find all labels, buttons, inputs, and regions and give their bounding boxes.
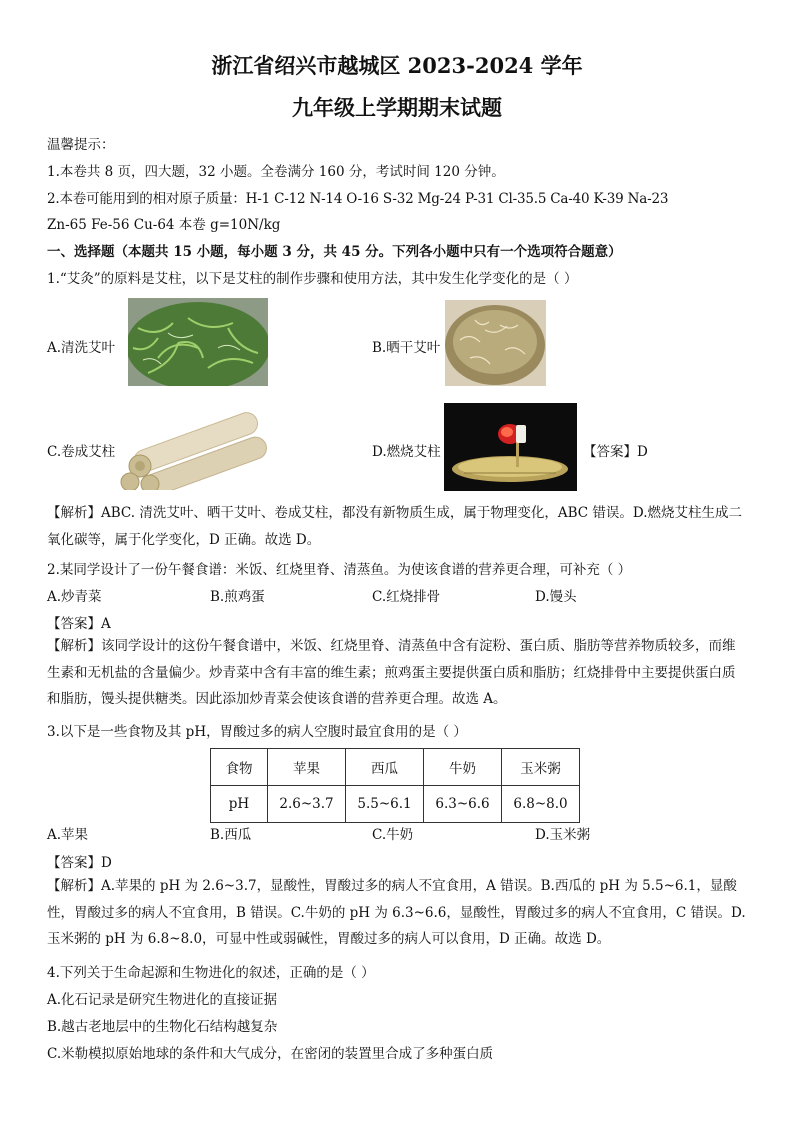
table-cell: 6.3~6.6 bbox=[424, 786, 502, 823]
q2-option-b: B.煎鸡蛋 bbox=[210, 589, 265, 605]
q1-stem: 1.“艾灸”的原料是艾柱，以下是艾柱的制作步骤和使用方法，其中发生化学变化的是（ ） bbox=[47, 271, 578, 287]
table-cell: 西瓜 bbox=[346, 749, 424, 786]
ph-table bbox=[210, 748, 580, 823]
q4-option-b: B.越古老地层中的生物化石结构越复杂 bbox=[47, 1019, 278, 1035]
washing-mugwort-leaves-image bbox=[128, 298, 268, 386]
q2-stem: 2.某同学设计了一份午餐食谱：米饭、红烧里脊、清蒸鱼。为使该食谱的营养更合理，可补充（ ） bbox=[47, 562, 632, 578]
table-row bbox=[211, 786, 580, 823]
q1-option-b: B.晒干艾叶 bbox=[372, 340, 441, 356]
q1-option-d: D.燃烧艾柱 bbox=[372, 444, 441, 460]
q3-stem: 3.以下是一些食物及其 pH，胃酸过多的病人空腹时最宜食用的是（ ） bbox=[47, 724, 467, 740]
q1-option-c: C.卷成艾柱 bbox=[47, 444, 116, 460]
q3-option-b: B.西瓜 bbox=[210, 827, 252, 843]
q1-answer: 【答案】D bbox=[583, 444, 648, 460]
q3-option-c: C.牛奶 bbox=[372, 827, 414, 843]
q3-analysis: 【解析】A.苹果的 pH 为 2.6~3.7，显酸性，胃酸过多的病人不宜食用，A 错误。B.西瓜的 pH 为 5.5~6.1，显酸性，胃酸过多的病人不宜食用，B 错误。C.牛奶的 pH 为 6.3~6.6，显酸性，胃酸过多的病人不宜食用，C 错误。D.玉米粥的 pH 为 6.8~8.0，可显中性或弱碱性，胃酸过多的病人可以食用，D 正确。故选 D。 bbox=[47, 878, 746, 947]
table-cell: pH bbox=[211, 786, 268, 823]
q4-option-c: C.米勒模拟原始地球的条件和大气成分，在密闭的装置里合成了多种蛋白质 bbox=[47, 1046, 494, 1062]
q2-option-c: C.红烧排骨 bbox=[372, 589, 441, 605]
burning-moxa-stick-image bbox=[444, 403, 577, 491]
notice-heading: 温馨提示： bbox=[47, 137, 115, 153]
q4-option-a: A.化石记录是研究生物进化的直接证据 bbox=[47, 992, 278, 1008]
q2-option-a: A.炒青菜 bbox=[47, 589, 102, 605]
table-cell: 玉米粥 bbox=[502, 749, 580, 786]
table-cell: 2.6~3.7 bbox=[268, 786, 346, 823]
q2-analysis: 【解析】该同学设计的这份午餐食谱中，米饭、红烧里脊、清蒸鱼中含有淀粉、蛋白质、脂肪等营养物质较多，而维生素和无机盐的含量偏少。炒青菜中含有丰富的维生素；煎鸡蛋主要提供蛋白质和脂肪；红烧排骨中主要提供蛋白质和脂肪，馒头提供糖类。因此添加炒青菜会使该食谱的营养更合理。故选 A。 bbox=[47, 638, 736, 707]
table-cell: 食物 bbox=[211, 749, 268, 786]
q2-answer: 【答案】A bbox=[47, 616, 111, 632]
q1-analysis: 【解析】ABC. 清洗艾叶、晒干艾叶、卷成艾柱，都没有新物质生成，属于物理变化，ABC 错误。D.燃烧艾柱生成二氧化碳等，属于化学变化，D 正确。故选 D。 bbox=[47, 505, 743, 548]
table-cell: 6.8~8.0 bbox=[502, 786, 580, 823]
rolled-moxa-sticks-image bbox=[118, 402, 270, 490]
notice-item-1: 1.本卷共 8 页，四大题，32 小题。全卷满分 160 分，考试时间 120 分钟。 bbox=[47, 164, 505, 180]
notice-item-2b: Zn-65 Fe-56 Cu-64 本卷 g=10N/kg bbox=[47, 217, 281, 233]
dried-mugwort-leaves-image bbox=[445, 300, 546, 386]
table-cell: 5.5~6.1 bbox=[346, 786, 424, 823]
q3-option-a: A.苹果 bbox=[47, 827, 89, 843]
table-cell: 苹果 bbox=[268, 749, 346, 786]
q2-option-d: D.馒头 bbox=[535, 589, 577, 605]
q3-answer: 【答案】D bbox=[47, 855, 112, 871]
notice-item-2a: 2.本卷可能用到的相对原子质量：H-1 C-12 N-14 O-16 S-32 Mg-24 P-31 Cl-35.5 Ca-40 K-39 Na-23 bbox=[47, 191, 669, 207]
section-1-heading: 一、选择题（本题共 15 小题，每小题 3 分，共 45 分。下列各小题中只有一个选项符合题意） bbox=[47, 244, 622, 260]
q1-option-a: A.清洗艾叶 bbox=[47, 340, 116, 356]
q3-option-d: D.玉米粥 bbox=[535, 827, 591, 843]
exam-title-line2: 九年级上学期期末试题 bbox=[292, 95, 502, 120]
table-row bbox=[211, 749, 580, 786]
q4-stem: 4.下列关于生命起源和生物进化的叙述，正确的是（ ） bbox=[47, 965, 375, 981]
exam-title-line1: 浙江省绍兴市越城区 2023-2024 学年 bbox=[211, 53, 583, 78]
table-cell: 牛奶 bbox=[424, 749, 502, 786]
